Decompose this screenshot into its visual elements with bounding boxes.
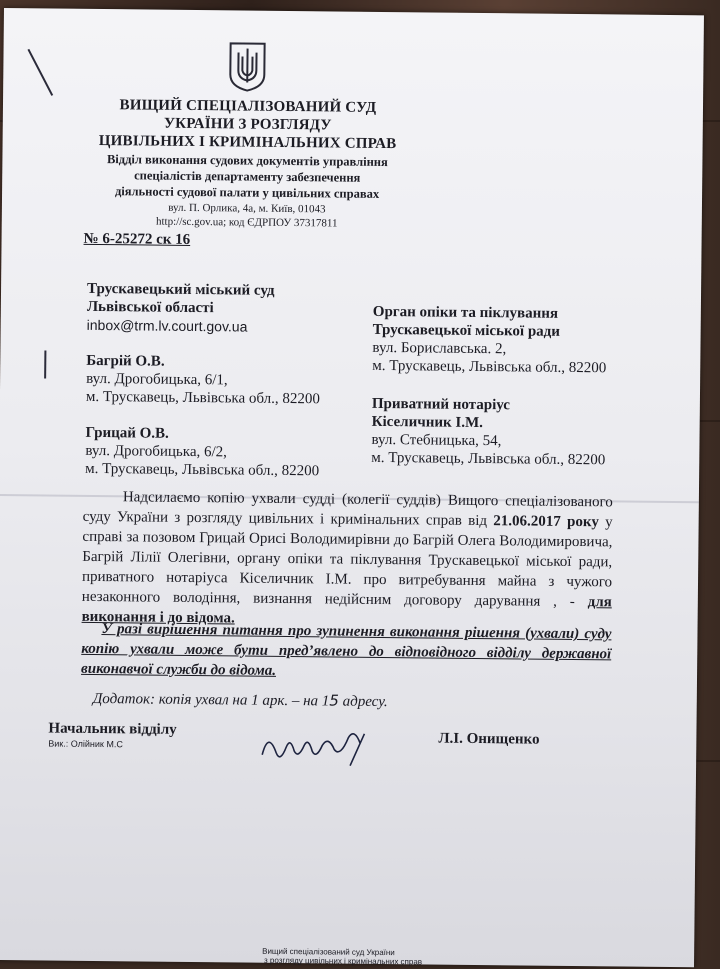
department-line2: спеціалістів департаменту забезпечення — [134, 168, 361, 185]
purpose-text: для виконання і до відома. — [81, 594, 612, 627]
document-number: № 6-25272 ск 16 — [83, 230, 191, 248]
signer-position: Начальник відділу — [48, 720, 177, 738]
stamp-line-1: Вищий спеціалізований суд України — [262, 946, 395, 958]
enforcement-paragraph: У разі вирішення питання про зупинення виконання рішення (ухвали) суду копію ухвали може бути пред’явлено до відповідного відділу державної виконавчої служби до відома. — [81, 621, 612, 679]
main-paragraph — [82, 487, 613, 633]
signer-name: Л.І. Онищенко — [438, 730, 540, 748]
department-line3: діяльності судової палати у цивільних справах — [114, 184, 380, 201]
handwritten-mark — [44, 350, 46, 378]
recipient-2-street: вул. Дрогобицька, 6/2, — [85, 442, 228, 461]
court-name-line1: ВИЩИЙ СПЕЦІАЛІЗОВАНИЙ СУД — [119, 97, 377, 116]
court-name-line3: ЦИВІЛЬНИХ І КРИМІНАЛЬНИХ СПРАВ — [98, 133, 397, 153]
attachment-text-end: адресу. — [338, 693, 388, 711]
letter-page — [0, 8, 704, 967]
attachment-text: Додаток: копія ухвал на 1 арк. – на 1 — [92, 690, 330, 710]
recipient-guardianship-line2: Трускавецької міської ради — [372, 321, 561, 340]
court-name-line2: УКРАЇНИ З РОЗГЛЯДУ — [163, 115, 332, 134]
main-paragraph-text-b: у справі за позовом Грицай Орисі Володимирівни до Багрій Олега Володимировича, Багрій Лілії Олегівни, органу опіки та піклування Трускавецької міської ради, приватного нотаріуса Кіселичник І.М. про витребування майна з чужого незаконного володіння, визнання недійсним договору дарування , - — [81, 514, 613, 611]
recipient-guardianship-street: вул. Бориславська. 2, — [372, 339, 507, 358]
recipient-notary-city: м. Трускавець, Львівська обл., 82200 — [371, 449, 606, 469]
attachment-handwritten-digit: 5 — [329, 691, 340, 710]
attachment-note — [93, 689, 388, 711]
executor-name: Вик.: Олійник М.С — [48, 738, 123, 750]
recipient-notary-street: вул. Стебницька, 54, — [371, 431, 502, 450]
recipient-court-region: Львівської області — [86, 298, 214, 317]
ruling-date: 21.06.2017 року — [493, 513, 599, 531]
recipient-guardianship-line1: Орган опіки та піклування — [372, 303, 559, 322]
stamp-line-2: з розгляду цивільних і кримінальних справ — [263, 955, 423, 967]
court-website-code: http://sc.gov.ua; код ЄДРПОУ 37317811 — [155, 215, 338, 230]
recipient-guardianship-city: м. Трускавець, Львівська обл., 82200 — [372, 357, 607, 377]
recipient-2-city: м. Трускавець, Львівська обл., 82200 — [85, 460, 320, 480]
main-paragraph-text-a: Надсилаємо копію ухвали судді (колегії суддів) Вищого спеціалізованого суду України з розгляду цивільних і кримінальних справ від — [82, 489, 613, 530]
department-line1: Відділ виконання судових документів управління — [106, 152, 388, 170]
recipient-court-name: Трускавецький міський суд — [86, 280, 275, 299]
handwritten-signature — [254, 723, 404, 773]
recipient-1-city: м. Трускавець, Львівська обл., 82200 — [85, 388, 321, 408]
handwritten-mark — [27, 49, 53, 96]
recipient-notary-title: Приватний нотаріус — [371, 395, 511, 414]
recipient-court-email: inbox@trm.lv.court.gov.ua — [86, 316, 248, 335]
recipient-1-street: вул. Дрогобицька, 6/1, — [86, 370, 228, 389]
recipient-2-name: Грицай О.В. — [85, 424, 169, 442]
court-address: вул. П. Орлика, 4а, м. Київ, 01043 — [168, 201, 326, 216]
recipient-notary-name: Кіселичник І.М. — [371, 413, 483, 432]
recipient-1-name: Багрій О.В. — [86, 352, 165, 370]
ukraine-trident-emblem-icon — [227, 40, 268, 92]
